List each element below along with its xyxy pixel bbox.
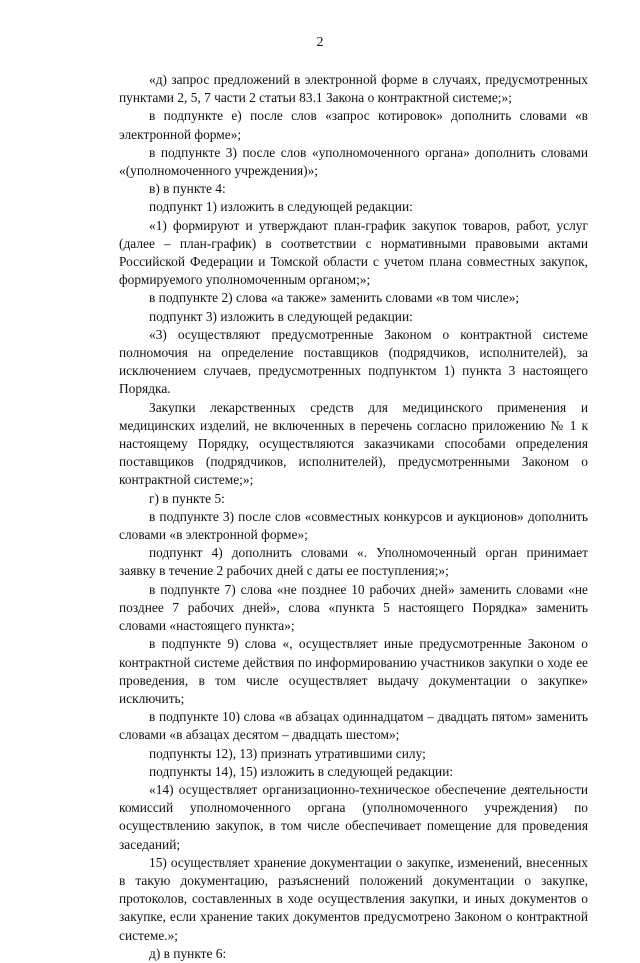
paragraph: в подпункте 3) после слов «совместных конкурсов и аукционов» дополнить словами «в электронной форме»; bbox=[119, 508, 588, 543]
paragraph: «д) запрос предложений в электронной форме в случаях, предусмотренных пунктами 2, 5, 7 части 2 статьи 83.1 Закона о контрактной системе;»; bbox=[119, 72, 588, 106]
paragraph: подпункт 3) изложить в следующей редакции: bbox=[149, 308, 413, 324]
paragraph: Закупки лекарственных средств для медицинского применения и медицинских изделий, не включенных в перечень согласно приложению № 1 к настоящему Порядку, осуществляются заказчиками способами определения поставщиков (подрядчиков, исполнителей), предусмотренными Законом о контрактной системе;»; bbox=[119, 399, 588, 488]
paragraph: подпункты 14), 15) изложить в следующей редакции: bbox=[149, 763, 454, 779]
paragraph: в подпункте е) после слов «запрос котировок» дополнить словами «в электронной форме»; bbox=[119, 108, 588, 142]
paragraph: «1) формируют и утверждают план-график закупок товаров, работ, услуг (далее – план-график) в соответствии с нормативными правовыми актами Российской Федерации и Томской области с учетом плана совместных закупок, формируемого уполномоченным органом;»; bbox=[119, 217, 588, 288]
paragraph: в подпункте 10) слова «в абзацах одиннадцатом – двадцать пятом» заменить словами «в абзацах десятом – двадцать шестом»; bbox=[119, 709, 588, 743]
paragraph: в подпункте 3) после слов «уполномоченного органа» дополнить словами «(уполномоченного учреждения)»; bbox=[119, 144, 588, 179]
paragraph: «3) осуществляют предусмотренные Законом о контрактной системе полномочия на определение поставщиков (подрядчиков, исполнителей), за исключением случаев, предусмотренных подпунктом 1) пункта 3 настоящего Порядка. bbox=[119, 326, 588, 397]
paragraph: г) в пункте 5: bbox=[149, 490, 225, 506]
paragraph: в подпункте 9) слова «, осуществляет иные предусмотренные Законом о контрактной системе действия по информированию участников закупки о ходе ее проведения, в том числе осуществляет выдачу документации о закупке» исключить; bbox=[119, 636, 588, 706]
paragraph: в подпункте 2) слова «а также» заменить словами «в том числе»; bbox=[149, 290, 520, 306]
paragraph: в подпункте 7) слова «не позднее 10 рабочих дней» заменить словами «не позднее 7 рабочих дней», слова «пункта 5 настоящего Порядка» заменить словами «настоящего пункта»; bbox=[119, 581, 588, 634]
page-number: 2 bbox=[316, 35, 324, 50]
paragraph: подпункты 12), 13) признать утратившими силу; bbox=[149, 745, 426, 761]
paragraph: подпункт 4) дополнить словами «. Уполномоченный орган принимает заявку в течение 2 рабочих дней с даты ее поступления;»; bbox=[119, 545, 588, 579]
paragraph: «14) осуществляет организационно-техническое обеспечение деятельности комиссий уполномоченного органа (уполномоченного учреждения) по осуществлению закупок, в том числе обеспечивает помещение для проведения заседаний; bbox=[119, 781, 588, 852]
paragraph: в) в пункте 4: bbox=[149, 181, 226, 197]
paragraph: 15) осуществляет хранение документации о закупке, изменений, внесенных в такую документацию, разъяснений положений документации о закупке, протоколов, составленных в ходе осуществления закупки, и иных документов о закупке, если хранение таких документов предусмотрено Законом о контрактной системе.»; bbox=[119, 854, 588, 943]
paragraph: д) в пункте 6: bbox=[149, 945, 227, 961]
document-body bbox=[119, 71, 588, 963]
paragraph: подпункт 1) изложить в следующей редакции: bbox=[149, 199, 413, 215]
